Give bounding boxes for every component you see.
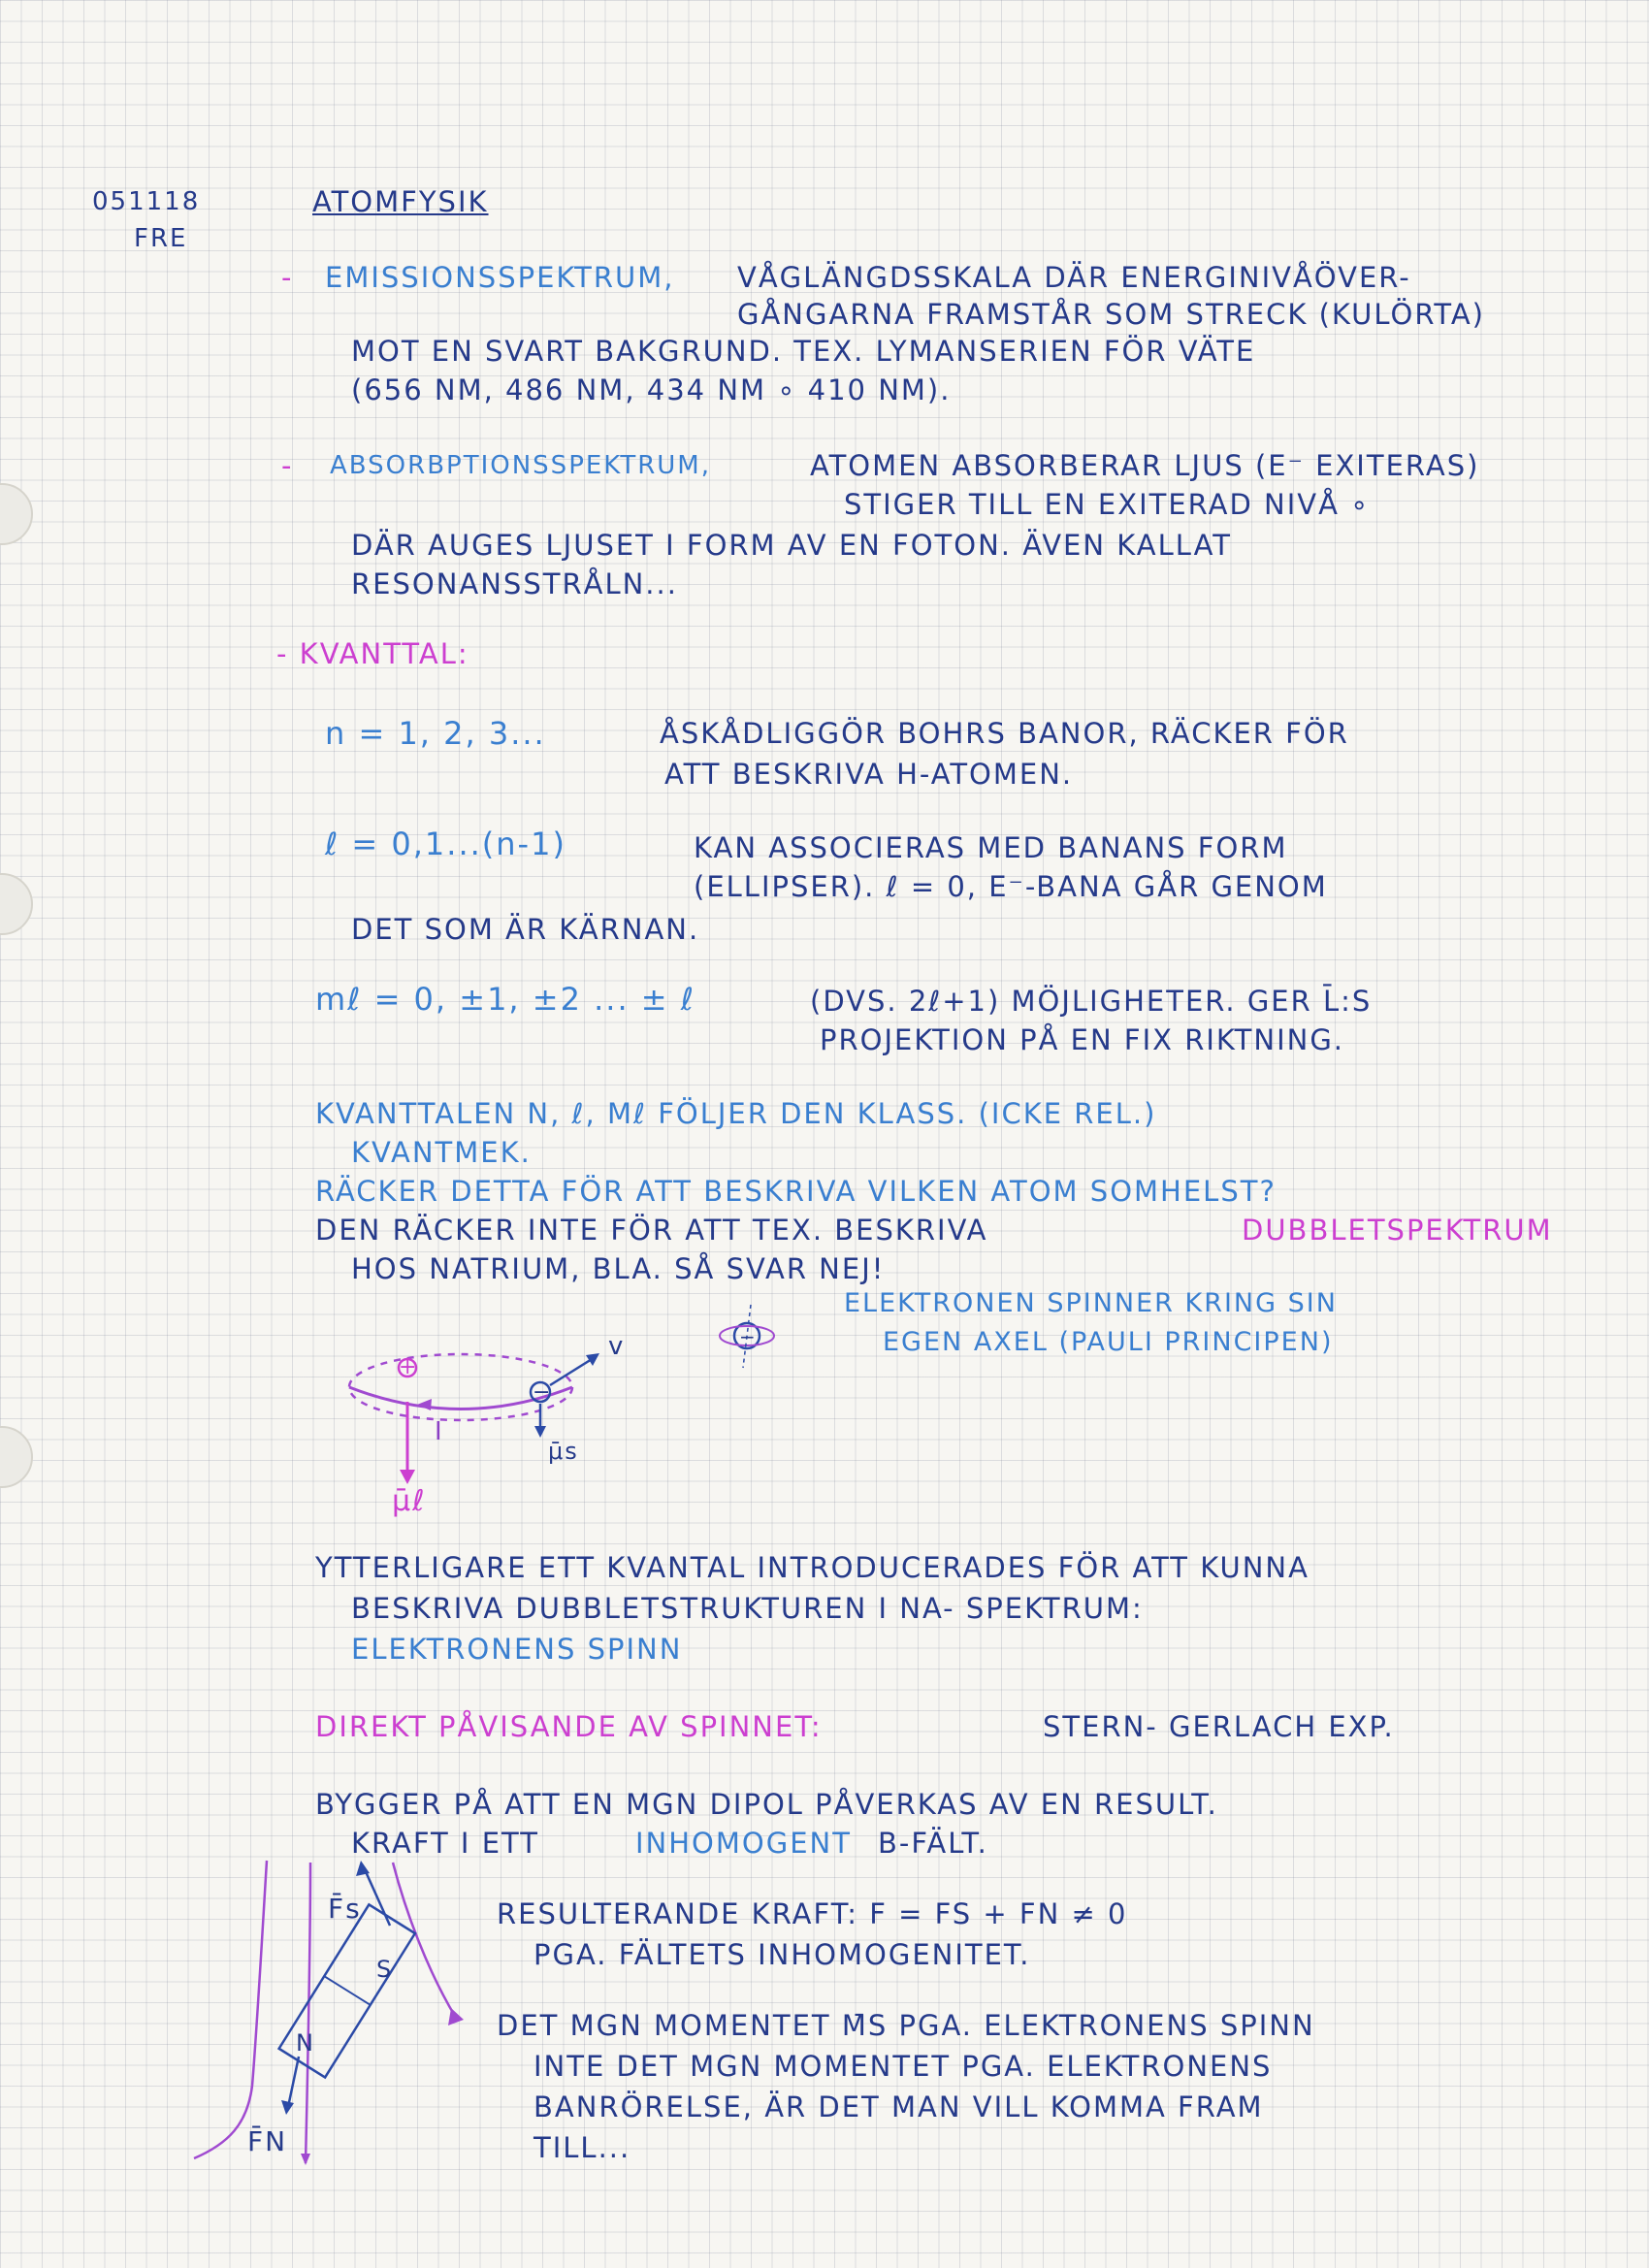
doublet-line1: YTTERLIGARE ETT KVANTAL INTRODUCERADES FÖR ATT KUNNA bbox=[315, 1551, 1310, 1584]
absorption-term: ABSORBPTIONSSPEKTRUM, bbox=[330, 451, 711, 480]
absorption-line3: DÄR AUGES LJUSET I FORM AV EN FOTON. ÄVEN KALLAT bbox=[351, 529, 1232, 562]
classical-line4a: DEN RÄCKER INTE FÖR ATT TEX. BESKRIVA bbox=[315, 1214, 988, 1247]
l-equation: ℓ = 0,1...(n-1) bbox=[325, 826, 566, 862]
stern-heading-rest: STERN- GERLACH EXP. bbox=[1043, 1710, 1395, 1743]
classical-line2: KVANTMEK. bbox=[351, 1136, 532, 1169]
l-text-2: (ELLIPSER). ℓ = 0, E⁻-BANA GÅR GENOM bbox=[694, 870, 1328, 903]
doublet-line2: BESKRIVA DUBBLETSTRUKTUREN I NA- SPEKTRUM: bbox=[351, 1592, 1144, 1625]
fn-arrowhead bbox=[281, 2100, 294, 2115]
ml-text-1: (DVS. 2ℓ+1) MÖJLIGHETER. GER L̄:S bbox=[810, 985, 1373, 1018]
n-text-2: ATT BESKRIVA H-ATOMEN. bbox=[664, 758, 1074, 791]
fn-arrow bbox=[288, 2057, 299, 2107]
nucleus-plus: + bbox=[399, 1355, 419, 1379]
moment-line1: DET MGN MOMENTET Μ̄S PGA. ELEKTRONENS SPINN bbox=[497, 2009, 1315, 2042]
spin-electron-minus: − bbox=[739, 1325, 758, 1348]
classical-line4b: DUBBLETSPEKTRUM bbox=[1242, 1214, 1553, 1247]
l-text-1: KAN ASSOCIERAS MED BANANS FORM bbox=[694, 831, 1288, 864]
stern-line2b: INHOMOGENT bbox=[635, 1827, 852, 1860]
emission-term: EMISSIONSSPEKTRUM, bbox=[325, 261, 675, 294]
field-arrowhead-2 bbox=[301, 2154, 310, 2165]
velocity-label: v bbox=[608, 1332, 626, 1361]
classical-line5: HOS NATRIUM, BLA. SÅ SVAR NEJ! bbox=[351, 1252, 886, 1285]
l-text-3: DET SOM ÄR KÄRNAN. bbox=[351, 913, 700, 946]
mu-l-label: μ̄ℓ bbox=[392, 1484, 427, 1518]
emission-line2: GÅNGARNA FRAMSTÅR SOM STRECK (KULÖRTA) bbox=[737, 298, 1485, 331]
current-label: I bbox=[435, 1417, 444, 1446]
absorption-line2: STIGER TILL EN EXITERAD NIVÅ ∘ bbox=[844, 488, 1371, 521]
magnet-n-label: N bbox=[296, 2029, 315, 2057]
field-line-3 bbox=[393, 1863, 456, 2018]
electron-minus: − bbox=[533, 1380, 553, 1405]
classical-line1: KVANTTALEN N, ℓ, Mℓ FÖLJER DEN KLASS. (ICKE REL.) bbox=[315, 1097, 1157, 1130]
spin-line2: EGEN AXEL (PAULI PRINCIPEN) bbox=[883, 1327, 1334, 1357]
ml-text-2: PROJEKTION PÅ EN FIX RIKTNING. bbox=[820, 1023, 1345, 1056]
field-line-2 bbox=[306, 1863, 310, 2163]
absorption-dash: - bbox=[281, 449, 294, 482]
emission-line4: (656 NM, 486 NM, 434 NM ∘ 410 NM). bbox=[351, 373, 952, 406]
emission-line1: VÅGLÄNGDSSKALA DÄR ENERGINIVÅÖVER- bbox=[737, 261, 1411, 294]
absorption-line1: ATOMEN ABSORBERAR LJUS (E⁻ EXITERAS) bbox=[810, 449, 1480, 482]
moment-line4: TILL... bbox=[534, 2131, 631, 2164]
force-line2: PGA. FÄLTETS INHOMOGENITET. bbox=[534, 1938, 1031, 1971]
magnet-s-label: S bbox=[376, 1956, 394, 1983]
absorption-line4: RESONANSSTRÅLN... bbox=[351, 567, 678, 600]
force-line1: RESULTERANDE KRAFT: F = FS + FN ≠ 0 bbox=[497, 1897, 1128, 1930]
page-title: ATOMFYSIK bbox=[312, 185, 489, 218]
emission-dash: - bbox=[281, 261, 294, 294]
doublet-line3: ELEKTRONENS SPINN bbox=[351, 1633, 683, 1666]
magnet-divider bbox=[324, 1976, 370, 2005]
spin-line1: ELEKTRONEN SPINNER KRING SIN bbox=[844, 1288, 1338, 1318]
stern-line2a: KRAFT I ETT bbox=[351, 1827, 539, 1860]
stern-heading: DIREKT PÅVISANDE AV SPINNET: bbox=[315, 1710, 823, 1743]
moment-line2: INTE DET MGN MOMENTET PGA. ELEKTRONENS bbox=[534, 2050, 1273, 2083]
weekday: FRE bbox=[134, 224, 188, 253]
field-line-1 bbox=[194, 1861, 267, 2158]
ml-equation: mℓ = 0, ±1, ±2 ... ± ℓ bbox=[315, 981, 695, 1018]
fs-arrow bbox=[364, 1867, 390, 1926]
classical-line3: RÄCKER DETTA FÖR ATT BESKRIVA VILKEN ATOM SOMHELST? bbox=[315, 1175, 1277, 1208]
emission-line3: MOT EN SVART BAKGRUND. TEX. LYMANSERIEN FÖR VÄTE bbox=[351, 335, 1256, 368]
stern-line2c: B-FÄLT. bbox=[878, 1827, 988, 1860]
n-equation: n = 1, 2, 3... bbox=[325, 715, 546, 752]
fs-label: F̄s bbox=[328, 1893, 362, 1925]
quantum-heading: - KVANTTAL: bbox=[276, 637, 469, 670]
mu-s-label: μ̄s bbox=[548, 1438, 579, 1465]
moment-line3: BANRÖRELSE, ÄR DET MAN VILL KOMMA FRAM bbox=[534, 2090, 1264, 2123]
n-text-1: ÅSKÅDLIGGÖR BOHRS BANOR, RÄCKER FÖR bbox=[660, 717, 1349, 750]
fn-label: F̄N bbox=[247, 2125, 288, 2157]
date: 051118 bbox=[92, 187, 201, 216]
stern-line1: BYGGER PÅ ATT EN MGN DIPOL PÅVERKAS AV EN RESULT. bbox=[315, 1788, 1218, 1821]
